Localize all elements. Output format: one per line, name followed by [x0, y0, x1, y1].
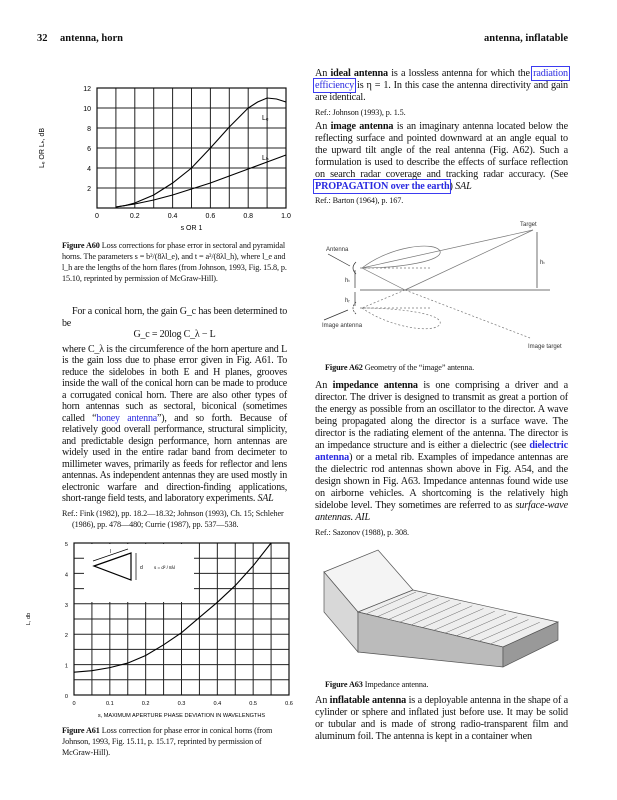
entry-term: impedance antenna: [332, 380, 418, 391]
y-axis-label: Lₑ OR Lₕ, dB: [39, 127, 46, 169]
text: ): [449, 181, 456, 192]
inset-formula: s = d² / 8λl: [154, 564, 175, 570]
image-target-label: Image target: [528, 344, 562, 350]
horn-paragraph: [62, 344, 287, 505]
direct-path: [362, 230, 533, 268]
y-tick-label: 4: [87, 166, 91, 173]
antenna-main-lobe: [362, 246, 440, 268]
figure-a61-caption: [62, 725, 287, 758]
diameter-label: d: [140, 564, 143, 571]
page-number: 32: [37, 33, 48, 44]
image-antenna-label: Image antenna: [322, 323, 363, 329]
caption-label: Figure A62: [325, 363, 363, 372]
conical-intro: For a conical horn, the gain G_c has been determined to be: [62, 306, 287, 329]
image-lobe: [362, 308, 440, 329]
image-antenna-icon: [353, 302, 356, 314]
text: is an imaginary antenna located below the reflecting surface and pointed downward at an angle equal to the upward tilt angle of the real antenna (Fig. A62). Such a formulation is used to describe the effects of surface reflection on search radar coverage and tracking radar accuracy. (See: [315, 121, 568, 180]
ideal-antenna-entry: [315, 68, 568, 104]
impedance-antenna-entry: [315, 380, 568, 524]
series-line-1: [116, 155, 286, 207]
y-tick-label: 0: [64, 693, 68, 700]
figure-a62-diagram: [310, 216, 580, 356]
figure-a60-chart: [30, 78, 300, 238]
text: An: [315, 380, 333, 391]
series-label: Lₕ: [262, 155, 269, 162]
text: where C_λ is the circumference of the horn aperture and L is the gain loss due to phase error given in Fig. A61. To reduce the sidelobes in both E and H planes, grooves inside the wall of the conical horn can be made to produce a corrugated conical horn. There are also other types of horn antennas such as sectoral, biconical (sometimes called “: [62, 343, 287, 424]
author-initials: SAL: [455, 181, 472, 192]
series-line-0: [116, 98, 286, 207]
antenna-label: Antenna: [326, 247, 349, 253]
antenna-icon: [353, 262, 356, 274]
propagation-link[interactable]: PROPAGATION over the earth: [315, 181, 450, 192]
running-head-left: antenna, horn: [60, 33, 124, 44]
radiation-efficiency-link[interactable]: radiation: [533, 68, 568, 79]
radiation-efficiency-link-cont[interactable]: efficiency: [315, 80, 355, 91]
y-tick-label: 6: [87, 146, 91, 153]
honey-antenna-link[interactable]: honey antenna: [96, 412, 158, 424]
x-axis-label: s OR 1: [180, 225, 203, 232]
x-tick-label: 1.0: [281, 213, 291, 220]
text: ”), and so forth. Because of relatively good overall performance, structural simplicity, and predictable design performance, horn antennas are widely used in the entire radar band from decimeter to millimeter waves, primarily as feeds for reflector and lens antennas. As independent antennas they are used mostly in electronic warfare and direction-finding applications, short-range field tests, and laboratory experiments.: [62, 412, 287, 504]
y-tick-label: 8: [87, 126, 91, 133]
caption-label: Figure A61: [62, 725, 100, 735]
caption-text: Geometry of the “image” antenna.: [362, 363, 475, 372]
x-tick-label: 0.2: [129, 213, 140, 220]
x-tick-label: 0.6: [285, 700, 293, 707]
author-initials: SAL: [257, 493, 274, 504]
x-axis-label: s, MAXIMUM APERTURE PHASE DEVIATION IN WAVELENGTHS: [97, 712, 266, 719]
x-tick-label: 0: [95, 213, 99, 220]
reflected-path: [362, 268, 405, 290]
horn-geometry-inset: [84, 544, 194, 602]
reference: Ref.: Johnson (1993), p. 1.5.: [315, 108, 406, 117]
text: ) or a metal rib. Examples of impedance antennas are the dielectric rod antennas shown above in Fig. A54, and the design shown in Fig. A63. Impedance antennas found wide use on airborne vehicles. A shortcoming is the relatively high sidelobe level. They sometimes are referred to as: [315, 452, 568, 511]
x-tick-label: 0.8: [243, 213, 254, 220]
text: is one comprising a driver and a director. The driver is designed to transmit as great a portion of the energy as possible from an oscillator to the director. A wave being propagated along the director is a surface wave. The director is the radiating element of the antenna. The director is an impedance structure and is either a dielectric (see: [315, 380, 568, 451]
figure-a63-drawing: [318, 542, 568, 674]
inflatable-antenna-entry: [315, 695, 568, 743]
target-height-label: hₜ: [540, 260, 546, 266]
gain-formula: G_c = 20log C_λ − L: [133, 329, 216, 340]
entry-term: image antenna: [330, 121, 394, 132]
entry-term: inflatable antenna: [329, 695, 407, 706]
ht-label: hₜ: [345, 278, 351, 284]
y-tick-label: 2: [87, 186, 91, 193]
slant-length-label: l: [110, 548, 112, 555]
x-tick-label: 0.6: [205, 213, 216, 220]
figure-a60-caption: [62, 240, 287, 284]
reference: Ref.: Barton (1964), p. 167.: [315, 196, 404, 205]
series-label: Lₑ: [262, 115, 269, 122]
caption-label: Figure A63: [325, 680, 363, 689]
text: An: [315, 695, 330, 706]
x-tick-label: 0: [72, 700, 76, 707]
target-label: Target: [520, 222, 537, 228]
y-tick-label: 10: [83, 106, 91, 113]
figure-a63-caption: [325, 679, 575, 690]
text: is a deployable antenna in the shape of a cylinder or sphere and inflated just before use. It may be solid or tubular and is made of strong radio-transparent film and aluminum foil. The antenna is kept in a container when: [315, 695, 568, 742]
y-tick-label: 3: [64, 602, 68, 609]
y-tick-label: 2: [64, 632, 68, 639]
text: is η = 1. In this case the antenna directivity and gain are identical.: [315, 80, 568, 103]
caption-text: Loss corrections for phase error in sectoral and pyramidal horns. The parameters s = b²/(8λl_e), and t = a²/(8λl_h), where l_e and l_h are the lengths of the horn flares (from Johnson, 1993, Fig. 15.8, p. 15.10, reprinted by permission of McGraw-Hill).: [62, 241, 287, 283]
running-head-right: antenna, inflatable: [483, 33, 568, 44]
x-tick-label: 0.1: [105, 700, 114, 707]
hr-label: hᵣ: [345, 298, 350, 304]
reference: Ref.: Fink (1982), pp. 18.2—18.32; Johnson (1993), Ch. 15; Schleher (1986), pp. 478—480; Currie (1987), pp. 537—538.: [62, 508, 284, 529]
x-tick-label: 0.2: [141, 700, 150, 707]
text: An: [315, 121, 331, 132]
cross-reference: surface-wave antennas. AIL: [315, 500, 568, 523]
caption-text: Impedance antenna.: [362, 680, 429, 689]
figure-a62-caption: [325, 362, 575, 373]
reference: Ref.: Sazonov (1988), p. 308.: [315, 528, 409, 537]
x-tick-label: 0.4: [167, 213, 178, 220]
y-axis-label: L, db: [26, 612, 32, 625]
text: is a lossless antenna for which the: [387, 68, 534, 79]
y-tick-label: 12: [83, 86, 91, 93]
entry-term: ideal antenna: [330, 68, 388, 79]
figure-a61-chart: [20, 536, 305, 721]
dielectric-antenna-link[interactable]: dielectric antenna: [315, 440, 568, 463]
y-tick-label: 1: [64, 663, 68, 670]
x-tick-label: 0.4: [213, 700, 222, 707]
x-tick-label: 0.5: [249, 700, 258, 707]
y-tick-label: 4: [64, 571, 68, 578]
caption-label: Figure A60: [62, 241, 100, 250]
text: An: [315, 68, 331, 79]
caption-text: Loss correction for phase error in conical horns (from Johnson, 1993, Fig. 15.11, p. 15.17, reprinted by permission of McGraw-Hill).: [62, 725, 273, 757]
image-antenna-entry: [315, 121, 568, 193]
x-tick-label: 0.3: [177, 700, 186, 707]
y-tick-label: 5: [64, 541, 68, 548]
